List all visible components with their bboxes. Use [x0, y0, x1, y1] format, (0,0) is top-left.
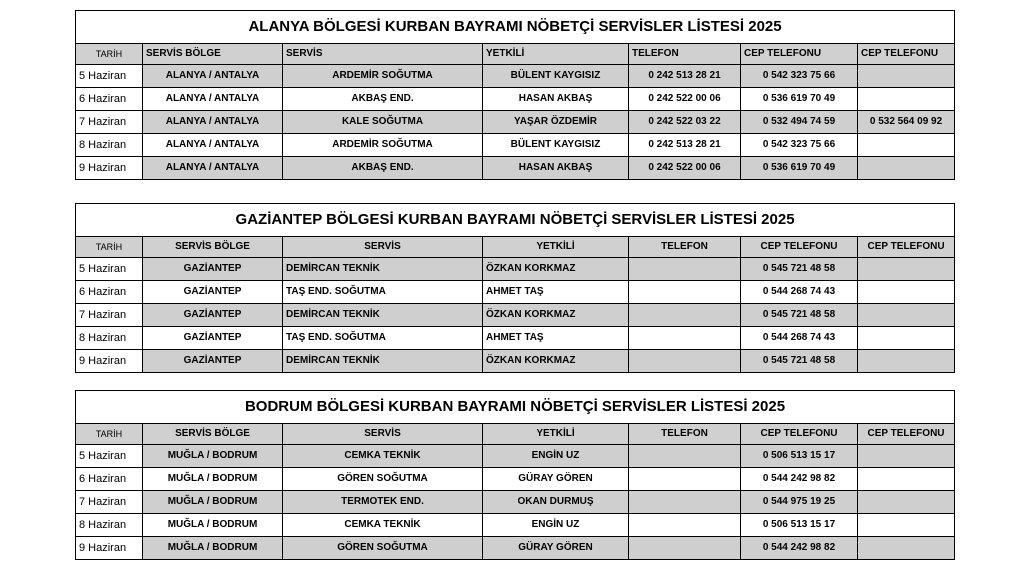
date-cell: 6 Haziran	[76, 468, 143, 491]
contact-cell: ENGİN UZ	[483, 514, 629, 537]
mobile-cell: 0 506 513 15 17	[741, 514, 858, 537]
mobile-cell: 0 506 513 15 17	[741, 445, 858, 468]
phone-cell: 0 242 513 28 21	[629, 65, 741, 88]
table-row	[76, 445, 955, 468]
header-row	[76, 424, 955, 445]
mobile2-cell	[858, 65, 955, 88]
bodrum-schedule-table	[75, 390, 955, 560]
service-cell: DEMİRCAN TEKNİK	[283, 350, 483, 373]
region-cell: MUĞLA / BODRUM	[143, 491, 283, 514]
phone-cell	[629, 514, 741, 537]
mobile-cell: 0 545 721 48 58	[741, 304, 858, 327]
date-cell: 5 Haziran	[76, 445, 143, 468]
date-cell: 9 Haziran	[76, 537, 143, 560]
contact-cell: ÖZKAN KORKMAZ	[483, 304, 629, 327]
mobile2-cell	[858, 491, 955, 514]
mobile-cell: 0 544 975 19 25	[741, 491, 858, 514]
table-title: GAZİANTEP BÖLGESİ KURBAN BAYRAMI NÖBETÇİ SERVİSLER LİSTESİ 2025	[76, 204, 955, 237]
mobile-cell: 0 544 268 74 43	[741, 281, 858, 304]
table-row	[76, 537, 955, 560]
region-cell: GAZİANTEP	[143, 281, 283, 304]
date-cell: 5 Haziran	[76, 258, 143, 281]
region-cell: ALANYA / ANTALYA	[143, 157, 283, 180]
service-cell: TAŞ END. SOĞUTMA	[283, 281, 483, 304]
date-cell: 8 Haziran	[76, 327, 143, 350]
table-row	[76, 304, 955, 327]
header-tarih: TARİH	[76, 237, 143, 258]
region-cell: GAZİANTEP	[143, 258, 283, 281]
mobile2-cell	[858, 350, 955, 373]
contact-cell: AHMET TAŞ	[483, 327, 629, 350]
mobile2-cell	[858, 281, 955, 304]
date-cell: 9 Haziran	[76, 350, 143, 373]
date-cell: 7 Haziran	[76, 491, 143, 514]
service-cell: AKBAŞ END.	[283, 157, 483, 180]
mobile2-cell	[858, 468, 955, 491]
date-cell: 6 Haziran	[76, 88, 143, 111]
mobile-cell: 0 536 619 70 49	[741, 157, 858, 180]
contact-cell: OKAN DURMUŞ	[483, 491, 629, 514]
header-servis: SERVİS	[283, 424, 483, 445]
mobile-cell: 0 544 268 74 43	[741, 327, 858, 350]
mobile-cell: 0 542 323 75 66	[741, 65, 858, 88]
table-row	[76, 350, 955, 373]
header-servis: SERVİS	[283, 237, 483, 258]
mobile2-cell	[858, 134, 955, 157]
table-title: BODRUM BÖLGESİ KURBAN BAYRAMI NÖBETÇİ SERVİSLER LİSTESİ 2025	[76, 391, 955, 424]
phone-cell: 0 242 522 03 22	[629, 111, 741, 134]
region-cell: MUĞLA / BODRUM	[143, 514, 283, 537]
header-row	[76, 44, 955, 65]
mobile2-cell	[858, 304, 955, 327]
header-telefon: TELEFON	[629, 424, 741, 445]
table-row	[76, 514, 955, 537]
region-cell: MUĞLA / BODRUM	[143, 445, 283, 468]
mobile-cell: 0 545 721 48 58	[741, 258, 858, 281]
phone-cell: 0 242 522 00 06	[629, 88, 741, 111]
region-cell: GAZİANTEP	[143, 304, 283, 327]
contact-cell: BÜLENT KAYGISIZ	[483, 134, 629, 157]
date-cell: 8 Haziran	[76, 514, 143, 537]
region-cell: GAZİANTEP	[143, 350, 283, 373]
region-cell: ALANYA / ANTALYA	[143, 88, 283, 111]
date-cell: 7 Haziran	[76, 111, 143, 134]
mobile2-cell	[858, 445, 955, 468]
region-cell: MUĞLA / BODRUM	[143, 468, 283, 491]
header-telefon: TELEFON	[629, 44, 741, 65]
header-cep-telefonu: CEP TELEFONU	[741, 237, 858, 258]
phone-cell: 0 242 522 00 06	[629, 157, 741, 180]
service-cell: DEMİRCAN TEKNİK	[283, 258, 483, 281]
contact-cell: HASAN AKBAŞ	[483, 157, 629, 180]
table-row	[76, 88, 955, 111]
header-yetkili: YETKİLİ	[483, 237, 629, 258]
service-cell: KALE SOĞUTMA	[283, 111, 483, 134]
table-row	[76, 327, 955, 350]
phone-cell	[629, 537, 741, 560]
header-cep-telefonu: CEP TELEFONU	[741, 44, 858, 65]
header-yetkili: YETKİLİ	[483, 44, 629, 65]
phone-cell	[629, 281, 741, 304]
table-row	[76, 468, 955, 491]
mobile2-cell	[858, 258, 955, 281]
contact-cell: HASAN AKBAŞ	[483, 88, 629, 111]
header-telefon: TELEFON	[629, 237, 741, 258]
phone-cell	[629, 445, 741, 468]
header-servis-bolge: SERVİS BÖLGE	[143, 44, 283, 65]
service-cell: CEMKA TEKNİK	[283, 514, 483, 537]
contact-cell: GÜRAY GÖREN	[483, 468, 629, 491]
contact-cell: ENGİN UZ	[483, 445, 629, 468]
table-title: ALANYA BÖLGESİ KURBAN BAYRAMI NÖBETÇİ SERVİSLER LİSTESİ 2025	[76, 11, 955, 44]
mobile-cell: 0 544 242 98 82	[741, 468, 858, 491]
table-row	[76, 491, 955, 514]
header-tarih: TARİH	[76, 44, 143, 65]
header-servis-bolge: SERVİS BÖLGE	[143, 424, 283, 445]
phone-cell: 0 242 513 28 21	[629, 134, 741, 157]
service-cell: ARDEMİR SOĞUTMA	[283, 65, 483, 88]
phone-cell	[629, 468, 741, 491]
phone-cell	[629, 258, 741, 281]
alanya-schedule-table	[75, 10, 955, 180]
header-yetkili: YETKİLİ	[483, 424, 629, 445]
contact-cell: BÜLENT KAYGISIZ	[483, 65, 629, 88]
header-servis-bolge: SERVİS BÖLGE	[143, 237, 283, 258]
contact-cell: GÜRAY GÖREN	[483, 537, 629, 560]
mobile-cell: 0 536 619 70 49	[741, 88, 858, 111]
mobile2-cell	[858, 157, 955, 180]
mobile-cell: 0 532 494 74 59	[741, 111, 858, 134]
date-cell: 5 Haziran	[76, 65, 143, 88]
header-cep-telefonu-2: CEP TELEFONU	[858, 44, 955, 65]
header-cep-telefonu-2: CEP TELEFONU	[858, 424, 955, 445]
region-cell: ALANYA / ANTALYA	[143, 111, 283, 134]
region-cell: ALANYA / ANTALYA	[143, 134, 283, 157]
service-cell: DEMİRCAN TEKNİK	[283, 304, 483, 327]
mobile2-cell	[858, 88, 955, 111]
phone-cell	[629, 327, 741, 350]
phone-cell	[629, 350, 741, 373]
phone-cell	[629, 304, 741, 327]
table-row	[76, 134, 955, 157]
service-cell: GÖREN SOĞUTMA	[283, 468, 483, 491]
date-cell: 9 Haziran	[76, 157, 143, 180]
gaziantep-schedule-table	[75, 203, 955, 373]
header-cep-telefonu-2: CEP TELEFONU	[858, 237, 955, 258]
mobile2-cell	[858, 537, 955, 560]
service-cell: GÖREN SOĞUTMA	[283, 537, 483, 560]
contact-cell: YAŞAR ÖZDEMİR	[483, 111, 629, 134]
region-cell: GAZİANTEP	[143, 327, 283, 350]
date-cell: 7 Haziran	[76, 304, 143, 327]
region-cell: ALANYA / ANTALYA	[143, 65, 283, 88]
service-cell: TERMOTEK END.	[283, 491, 483, 514]
table-row	[76, 258, 955, 281]
contact-cell: AHMET TAŞ	[483, 281, 629, 304]
table-row	[76, 157, 955, 180]
date-cell: 8 Haziran	[76, 134, 143, 157]
phone-cell	[629, 491, 741, 514]
table-row	[76, 111, 955, 134]
table-row	[76, 65, 955, 88]
service-cell: AKBAŞ END.	[283, 88, 483, 111]
region-cell: MUĞLA / BODRUM	[143, 537, 283, 560]
mobile2-cell	[858, 327, 955, 350]
header-servis: SERVİS	[283, 44, 483, 65]
header-tarih: TARİH	[76, 424, 143, 445]
service-cell: ARDEMİR SOĞUTMA	[283, 134, 483, 157]
service-cell: TAŞ END. SOĞUTMA	[283, 327, 483, 350]
mobile-cell: 0 544 242 98 82	[741, 537, 858, 560]
date-cell: 6 Haziran	[76, 281, 143, 304]
mobile2-cell: 0 532 564 09 92	[858, 111, 955, 134]
header-cep-telefonu: CEP TELEFONU	[741, 424, 858, 445]
contact-cell: ÖZKAN KORKMAZ	[483, 350, 629, 373]
header-row	[76, 237, 955, 258]
mobile-cell: 0 542 323 75 66	[741, 134, 858, 157]
mobile2-cell	[858, 514, 955, 537]
service-cell: CEMKA TEKNİK	[283, 445, 483, 468]
contact-cell: ÖZKAN KORKMAZ	[483, 258, 629, 281]
table-row	[76, 281, 955, 304]
mobile-cell: 0 545 721 48 58	[741, 350, 858, 373]
